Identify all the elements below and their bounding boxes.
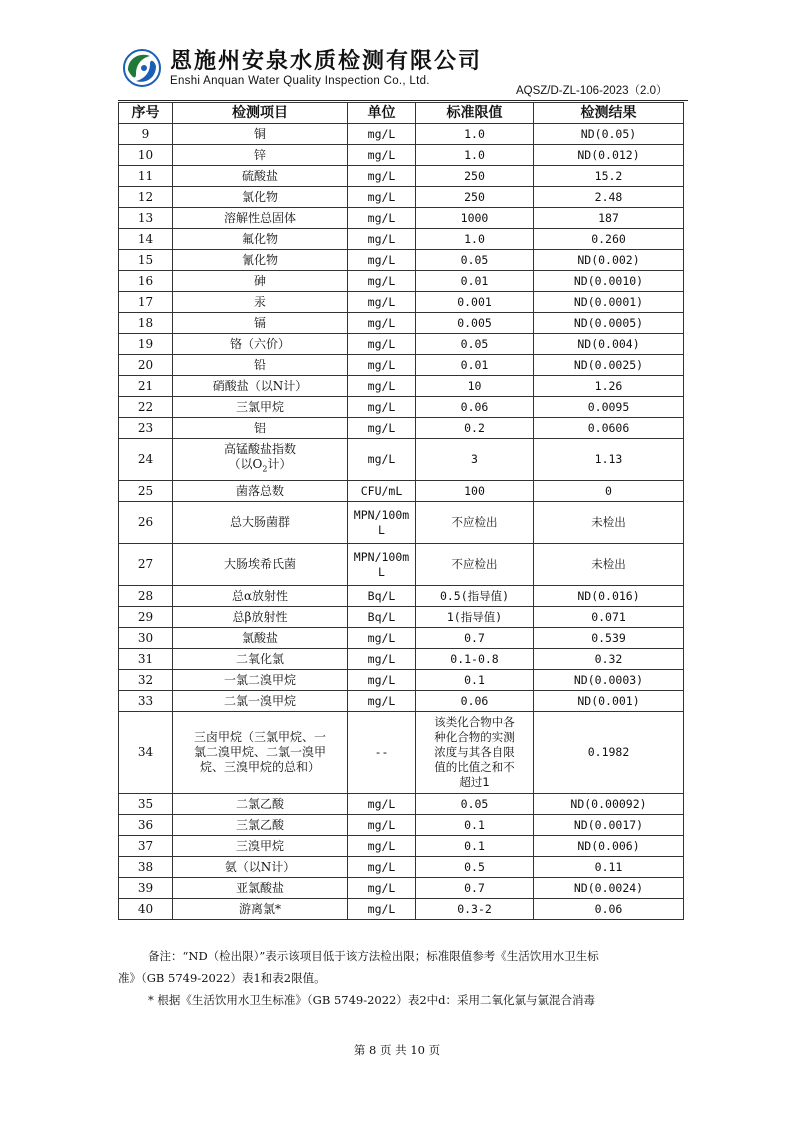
cell-standard-limit: 0.5 [416, 857, 534, 878]
cell-unit: mg/L [348, 124, 416, 145]
subscript: 2 [262, 464, 268, 474]
cell-serial-no: 26 [119, 502, 173, 544]
cell-unit: CFU/mL [348, 481, 416, 502]
table-row [119, 355, 684, 376]
table-row [119, 607, 684, 628]
document-code: AQSZ/D-ZL-106-2023（2.0） [516, 85, 668, 97]
table-row [119, 691, 684, 712]
cell-serial-no: 13 [119, 208, 173, 229]
table-row [119, 334, 684, 355]
cell-serial-no: 23 [119, 418, 173, 439]
cell-test-item: 三氯甲烷 [173, 397, 348, 418]
cell-test-result: 0.071 [534, 607, 684, 628]
cell-test-item: 汞 [173, 292, 348, 313]
cell-standard-limit: 0.05 [416, 334, 534, 355]
remarks-section [118, 945, 684, 1011]
cell-unit: mg/L [348, 334, 416, 355]
cell-unit: -- [348, 712, 416, 794]
table-row [119, 899, 684, 920]
cell-test-item: 铅 [173, 355, 348, 376]
table-row [119, 481, 684, 502]
table-row [119, 670, 684, 691]
cell-test-item: 三氯乙酸 [173, 815, 348, 836]
cell-unit: mg/L [348, 145, 416, 166]
cell-serial-no: 18 [119, 313, 173, 334]
table-row [119, 878, 684, 899]
cell-test-item [173, 712, 348, 794]
cell-test-result: 15.2 [534, 166, 684, 187]
cell-standard-limit: 1(指导值) [416, 607, 534, 628]
cell-standard-limit: 250 [416, 187, 534, 208]
cell-unit [348, 544, 416, 586]
cell-serial-no: 27 [119, 544, 173, 586]
cell-test-result: ND(0.0017) [534, 815, 684, 836]
cell-test-result: ND(0.0024) [534, 878, 684, 899]
cell-test-item: 铬（六价） [173, 334, 348, 355]
cell-test-result: 0.06 [534, 899, 684, 920]
cell-standard-limit: 10 [416, 376, 534, 397]
cell-serial-no: 19 [119, 334, 173, 355]
company-name-chinese: 恩施州安泉水质检测有限公司 [170, 48, 483, 74]
cell-standard-limit: 0.06 [416, 397, 534, 418]
test-results-table [118, 102, 684, 920]
cell-standard-limit: 不应检出 [416, 502, 534, 544]
cell-standard-limit: 3 [416, 439, 534, 481]
cell-line: 种化合物的实测 [434, 730, 515, 744]
cell-test-result: ND(0.0005) [534, 313, 684, 334]
cell-serial-no: 38 [119, 857, 173, 878]
cell-line: 值的比值之和不 [434, 760, 515, 774]
cell-test-result: 2.48 [534, 187, 684, 208]
cell-unit: mg/L [348, 187, 416, 208]
page-number: 第 8 页 共 10 页 [353, 1043, 441, 1057]
table-row [119, 397, 684, 418]
table-row [119, 124, 684, 145]
cell-standard-limit: 0.1-0.8 [416, 649, 534, 670]
cell-line: MPN/100m [353, 549, 410, 564]
cell-unit: mg/L [348, 208, 416, 229]
cell-standard-limit: 1.0 [416, 124, 534, 145]
header-divider [118, 100, 688, 101]
cell-test-result: 未检出 [534, 502, 684, 544]
remark-line: 准》（GB 5749-2022）表1和表2限值。 [118, 971, 326, 985]
cell-serial-no: 10 [119, 145, 173, 166]
table-row [119, 208, 684, 229]
cell-test-result: 0.539 [534, 628, 684, 649]
cell-standard-limit: 0.1 [416, 836, 534, 857]
cell-standard-limit: 0.05 [416, 250, 534, 271]
cell-standard-limit: 不应检出 [416, 544, 534, 586]
cell-unit: mg/L [348, 670, 416, 691]
cell-standard-limit: 0.7 [416, 628, 534, 649]
cell-test-item: 氰化物 [173, 250, 348, 271]
cell-serial-no: 39 [119, 878, 173, 899]
table-row [119, 649, 684, 670]
cell-test-item: 氨（以N计） [173, 857, 348, 878]
cell-test-item: 镉 [173, 313, 348, 334]
cell-serial-no: 36 [119, 815, 173, 836]
cell-test-item: 亚氯酸盐 [173, 878, 348, 899]
cell-serial-no: 22 [119, 397, 173, 418]
cell-test-item: 硫酸盐 [173, 166, 348, 187]
cell-test-item [173, 439, 348, 481]
cell-text: （以O [228, 457, 263, 472]
remark-line: * 根据《生活饮用水卫生标准》（GB 5749-2022）表2中d：采用二氧化氯与氯混合消毒 [148, 993, 596, 1007]
header-unit: 单位 [348, 103, 416, 124]
cell-test-result: 187 [534, 208, 684, 229]
cell-line: 浓度与其各自限 [434, 745, 515, 759]
report-header [118, 44, 688, 100]
cell-line: L [378, 564, 385, 579]
cell-serial-no: 40 [119, 899, 173, 920]
cell-unit: mg/L [348, 166, 416, 187]
table-row [119, 502, 684, 544]
cell-serial-no: 30 [119, 628, 173, 649]
table-row [119, 628, 684, 649]
cell-test-item: 铝 [173, 418, 348, 439]
cell-unit: mg/L [348, 313, 416, 334]
table-row [119, 712, 684, 794]
cell-standard-limit: 0.1 [416, 670, 534, 691]
header-standard-limit: 标准限值 [416, 103, 534, 124]
cell-test-result: 0.260 [534, 229, 684, 250]
cell-unit: mg/L [348, 649, 416, 670]
cell-test-item: 一氯二溴甲烷 [173, 670, 348, 691]
cell-test-result: ND(0.0003) [534, 670, 684, 691]
cell-serial-no: 21 [119, 376, 173, 397]
cell-test-result: 0.0095 [534, 397, 684, 418]
cell-serial-no: 35 [119, 794, 173, 815]
table-row [119, 145, 684, 166]
table-row [119, 836, 684, 857]
table-header-row [119, 103, 684, 124]
cell-test-result: 0.32 [534, 649, 684, 670]
cell-test-result: 1.13 [534, 439, 684, 481]
cell-standard-limit: 1000 [416, 208, 534, 229]
cell-test-result: ND(0.016) [534, 586, 684, 607]
table-row [119, 229, 684, 250]
cell-standard-limit [416, 712, 534, 794]
cell-unit: Bq/L [348, 586, 416, 607]
cell-line: L [378, 522, 385, 537]
cell-unit: mg/L [348, 229, 416, 250]
cell-test-result: ND(0.004) [534, 334, 684, 355]
cell-standard-limit: 0.7 [416, 878, 534, 899]
cell-test-item: 氯化物 [173, 187, 348, 208]
cell-test-item: 氟化物 [173, 229, 348, 250]
company-name-english: Enshi Anquan Water Quality Inspection Co., Ltd. [170, 75, 430, 87]
cell-line: 三卤甲烷（三氯甲烷、一 [193, 730, 326, 744]
cell-serial-no: 15 [119, 250, 173, 271]
cell-unit: Bq/L [348, 607, 416, 628]
cell-unit [348, 502, 416, 544]
table-row [119, 376, 684, 397]
cell-unit: mg/L [348, 836, 416, 857]
cell-unit: mg/L [348, 271, 416, 292]
cell-test-item: 二氯乙酸 [173, 794, 348, 815]
cell-unit: mg/L [348, 250, 416, 271]
cell-unit: mg/L [348, 355, 416, 376]
cell-line: MPN/100m [353, 507, 410, 522]
cell-serial-no: 20 [119, 355, 173, 376]
cell-test-item: 总α放射性 [173, 586, 348, 607]
cell-standard-limit: 0.3-2 [416, 899, 534, 920]
table-row [119, 187, 684, 208]
cell-standard-limit: 1.0 [416, 229, 534, 250]
cell-standard-limit: 0.05 [416, 794, 534, 815]
table-body [119, 124, 684, 920]
cell-test-result: 0 [534, 481, 684, 502]
cell-serial-no: 29 [119, 607, 173, 628]
table-row [119, 250, 684, 271]
table-row [119, 794, 684, 815]
cell-test-item: 三溴甲烷 [173, 836, 348, 857]
cell-serial-no: 12 [119, 187, 173, 208]
cell-test-item: 硝酸盐（以N计） [173, 376, 348, 397]
table-row [119, 439, 684, 481]
water-drop-logo-icon [122, 48, 162, 88]
cell-unit: mg/L [348, 418, 416, 439]
cell-unit: mg/L [348, 397, 416, 418]
cell-test-result: 0.11 [534, 857, 684, 878]
cell-test-result: 0.1982 [534, 712, 684, 794]
cell-serial-no: 37 [119, 836, 173, 857]
cell-serial-no: 17 [119, 292, 173, 313]
cell-standard-limit: 0.5(指导值) [416, 586, 534, 607]
cell-unit: mg/L [348, 292, 416, 313]
cell-serial-no: 25 [119, 481, 173, 502]
cell-serial-no: 33 [119, 691, 173, 712]
cell-serial-no: 16 [119, 271, 173, 292]
cell-serial-no: 9 [119, 124, 173, 145]
cell-text: 计） [267, 457, 292, 472]
table-row [119, 292, 684, 313]
cell-standard-limit: 250 [416, 166, 534, 187]
cell-test-item: 菌落总数 [173, 481, 348, 502]
cell-test-item: 砷 [173, 271, 348, 292]
cell-test-item: 总大肠菌群 [173, 502, 348, 544]
table-row [119, 815, 684, 836]
cell-test-item: 氯酸盐 [173, 628, 348, 649]
cell-standard-limit: 0.005 [416, 313, 534, 334]
cell-serial-no: 14 [119, 229, 173, 250]
header-test-item: 检测项目 [173, 103, 348, 124]
table-row [119, 857, 684, 878]
header-test-result: 检测结果 [534, 103, 684, 124]
cell-standard-limit: 0.01 [416, 355, 534, 376]
cell-standard-limit: 1.0 [416, 145, 534, 166]
cell-standard-limit: 0.2 [416, 418, 534, 439]
cell-line: 高锰酸盐指数 [223, 442, 296, 457]
cell-test-result: ND(0.0025) [534, 355, 684, 376]
cell-test-result: 未检出 [534, 544, 684, 586]
cell-test-result: ND(0.001) [534, 691, 684, 712]
cell-line: 该类化合物中各 [434, 715, 515, 729]
cell-unit: mg/L [348, 878, 416, 899]
cell-test-result: 0.0606 [534, 418, 684, 439]
cell-test-result: 1.26 [534, 376, 684, 397]
cell-serial-no: 11 [119, 166, 173, 187]
cell-serial-no: 24 [119, 439, 173, 481]
cell-line: 超过1 [459, 775, 490, 789]
cell-standard-limit: 0.1 [416, 815, 534, 836]
cell-unit: mg/L [348, 857, 416, 878]
cell-line [175, 457, 345, 476]
cell-unit: mg/L [348, 815, 416, 836]
cell-line: 氯二溴甲烷、二氯一溴甲 [193, 745, 326, 759]
cell-test-result: ND(0.0001) [534, 292, 684, 313]
cell-test-item: 二氧化氯 [173, 649, 348, 670]
cell-unit: mg/L [348, 376, 416, 397]
table-row [119, 418, 684, 439]
cell-test-result: ND(0.006) [534, 836, 684, 857]
cell-serial-no: 34 [119, 712, 173, 794]
cell-test-item: 总β放射性 [173, 607, 348, 628]
cell-standard-limit: 0.001 [416, 292, 534, 313]
cell-unit: mg/L [348, 899, 416, 920]
cell-test-item: 溶解性总固体 [173, 208, 348, 229]
remark-line: 备注：“ND（检出限）”表示该项目低于该方法检出限；标准限值参考《生活饮用水卫生标 [148, 949, 599, 963]
table-row [119, 271, 684, 292]
cell-test-item: 游离氯* [173, 899, 348, 920]
table-row [119, 166, 684, 187]
cell-test-item: 铜 [173, 124, 348, 145]
cell-standard-limit: 0.06 [416, 691, 534, 712]
cell-test-result: ND(0.012) [534, 145, 684, 166]
cell-standard-limit: 100 [416, 481, 534, 502]
cell-unit: mg/L [348, 439, 416, 481]
cell-serial-no: 32 [119, 670, 173, 691]
cell-test-item: 大肠埃希氏菌 [173, 544, 348, 586]
cell-unit: mg/L [348, 628, 416, 649]
header-serial-no: 序号 [119, 103, 173, 124]
table-row [119, 313, 684, 334]
cell-test-result: ND(0.00092) [534, 794, 684, 815]
cell-test-result: ND(0.002) [534, 250, 684, 271]
cell-standard-limit: 0.01 [416, 271, 534, 292]
cell-line: 烷、三溴甲烷的总和） [199, 760, 320, 774]
cell-unit: mg/L [348, 691, 416, 712]
cell-test-item: 锌 [173, 145, 348, 166]
table-row [119, 586, 684, 607]
cell-test-result: ND(0.05) [534, 124, 684, 145]
cell-unit: mg/L [348, 794, 416, 815]
cell-serial-no: 28 [119, 586, 173, 607]
table-row [119, 544, 684, 586]
cell-test-item: 二氯一溴甲烷 [173, 691, 348, 712]
cell-serial-no: 31 [119, 649, 173, 670]
cell-test-result: ND(0.0010) [534, 271, 684, 292]
